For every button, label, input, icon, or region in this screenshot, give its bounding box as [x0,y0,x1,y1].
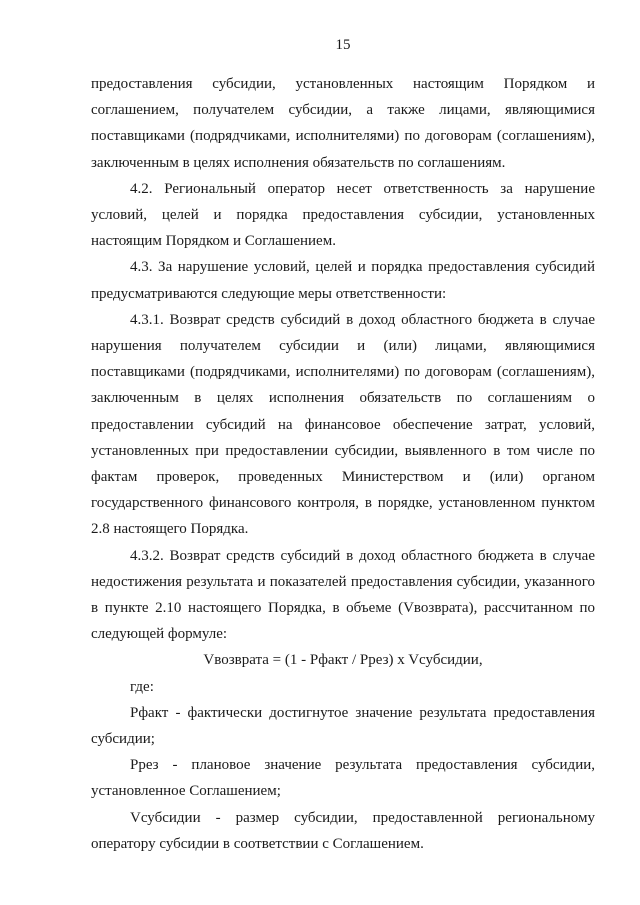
paragraph-4-3: 4.3. За нарушение условий, целей и порядка предоставления субсидий предусматриваются следующие меры ответственности: [91,259,595,302]
document-page [91,0,595,905]
definition-vsubsidii: Vсубсидии - размер субсидии, предоставленной региональному оператору субсидии в соответствии с Соглашением. [91,809,595,852]
paragraph-4-3-2: 4.3.2. Возврат средств субсидий в доход областного бюджета в случае недостижения результата и показателей предоставления субсидии, указанного в пункте 2.10 настоящего Порядка, в объеме (Vвозврата), рассчитанном по следующей формуле: [91,547,595,643]
paragraph-continuation: предоставления субсидии, установленных настоящим Порядком и соглашением, получателем субсидии, а также лицами, являющимися поставщиками (подрядчиками, исполнителями) по договорам (соглашениям), заключенным в целях исполнения обязательств по соглашениям. [91,76,595,171]
formula: Vвозврата = (1 - Рфакт / Ррез) x Vсубсидии, [203,652,483,669]
paragraph-4-3-1: 4.3.1. Возврат средств субсидий в доход областного бюджета в случае нарушения получателем субсидии и (или) лицами, являющимися поставщиками (подрядчиками, исполнителями) по договорам (соглашениям), заключенным в целях исполнения обязательств по соглашениям о предоставлении субсидий на финансовое обеспечение затрат, условий, установленных при предоставлении субсидии, выявленного в том числе по фактам проверок, проведенных Министерством и (или) органом государственного финансового контроля, в порядке, установленном пунктом 2.8 настоящего Порядка. [91,311,595,538]
where-label: где: [130,678,154,695]
definition-rrez: Ррез - плановое значение результата предоставления субсидии, установленное Соглашением; [91,757,595,800]
paragraph-4-2: 4.2. Региональный оператор несет ответственность за нарушение условий, целей и порядка предоставления субсидии, установленных настоящим Порядком и Соглашением. [91,180,595,250]
document-body [91,71,595,857]
definition-rfakt: Рфакт - фактически достигнутое значение результата предоставления субсидии; [91,704,595,748]
page-number: 15 [335,37,351,53]
